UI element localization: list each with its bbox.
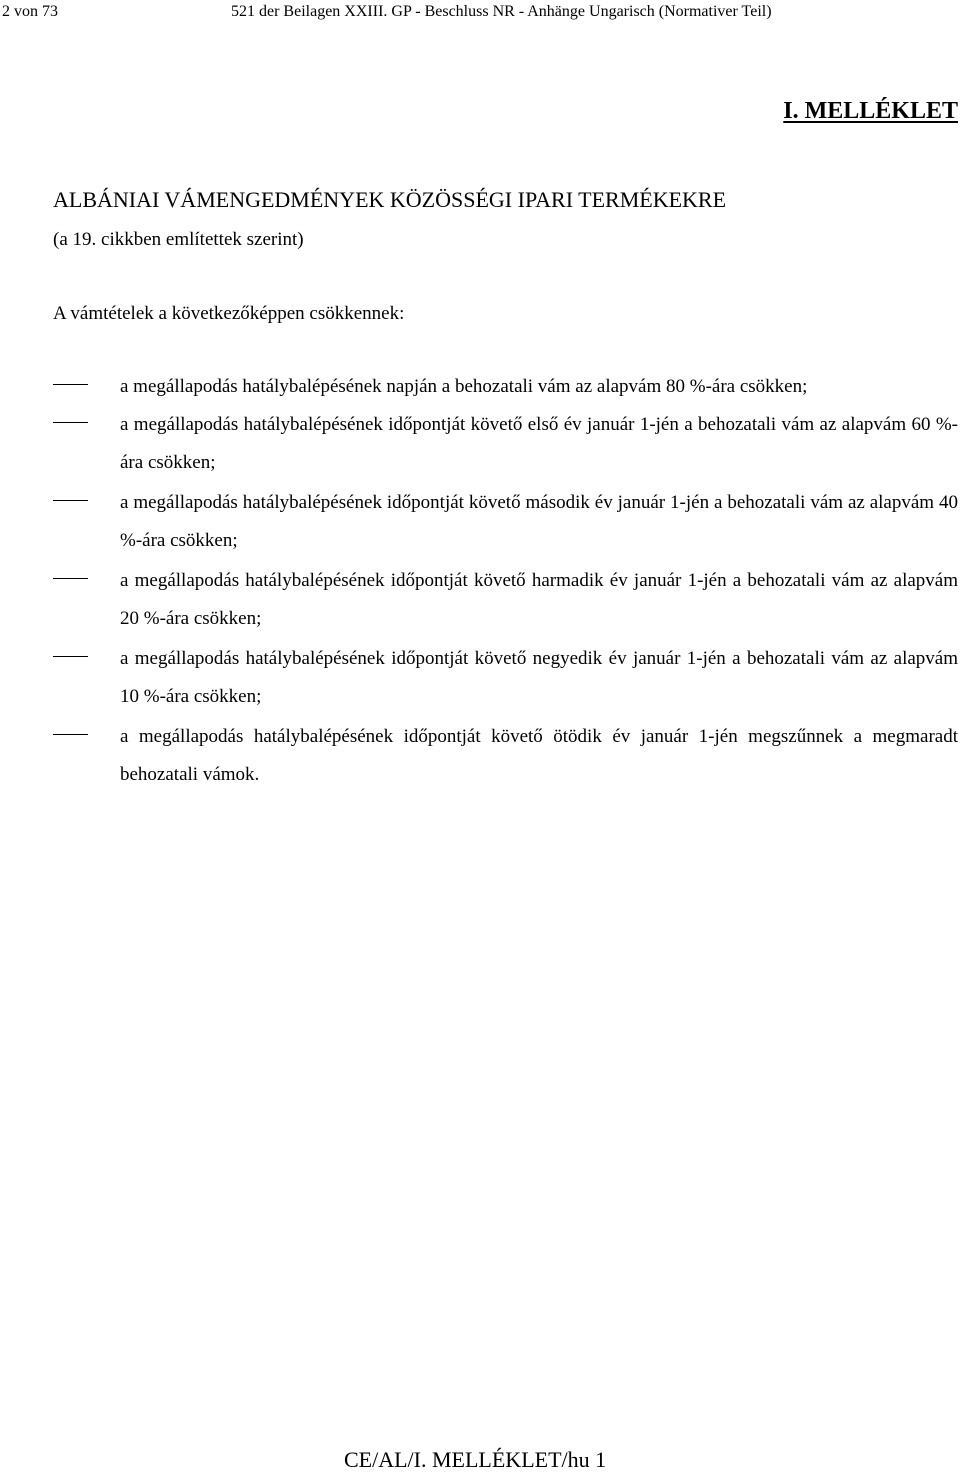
list-item-text: a megállapodás hatálybalépésének időpontját követő ötödik év január 1-jén megszűnnek a megmaradt behozatali vámok.	[120, 726, 958, 785]
list-item-text: a megállapodás hatálybalépésének időpontját követő harmadik év január 1-jén a behozatali vám az alapvám 20 %-ára csökken;	[120, 570, 958, 629]
dash-bullet	[53, 656, 88, 657]
list-item-text: a megállapodás hatálybalépésének időpontját követő első év január 1-jén a behozatali vám az alapvám 60 %-ára csökken;	[120, 414, 958, 473]
dash-bullet	[53, 734, 88, 735]
document-heading: ALBÁNIAI VÁMENGEDMÉNYEK KÖZÖSSÉGI IPARI TERMÉKEKRE	[53, 187, 727, 212]
list-item-text: a megállapodás hatálybalépésének időpontját követő második év január 1-jén a behozatali vám az alapvám 40 %-ára csökken;	[120, 492, 958, 551]
dash-bullet	[53, 578, 88, 579]
footer-reference: CE/AL/I. MELLÉKLET/hu 1	[344, 1447, 607, 1472]
intro-sentence: A vámtételek a következőképpen csökkennek:	[53, 303, 405, 324]
list-item-text: a megállapodás hatálybalépésének napján a behozatali vám az alapvám 80 %-ára csökken;	[120, 376, 808, 397]
list-item-text: a megállapodás hatálybalépésének időpontját követő negyedik év január 1-jén a behozatali vám az alapvám 10 %-ára csökken;	[120, 648, 958, 707]
dash-bullet	[53, 384, 88, 385]
document-reference: 521 der Beilagen XXIII. GP - Beschluss NR - Anhänge Ungarisch (Normativer Teil)	[231, 3, 772, 20]
annex-title: I. MELLÉKLET	[783, 98, 958, 124]
page-counter: 2 von 73	[2, 3, 58, 20]
dash-bullet	[53, 500, 88, 501]
dash-bullet	[53, 422, 88, 423]
document-subheading: (a 19. cikkben említettek szerint)	[53, 229, 304, 250]
